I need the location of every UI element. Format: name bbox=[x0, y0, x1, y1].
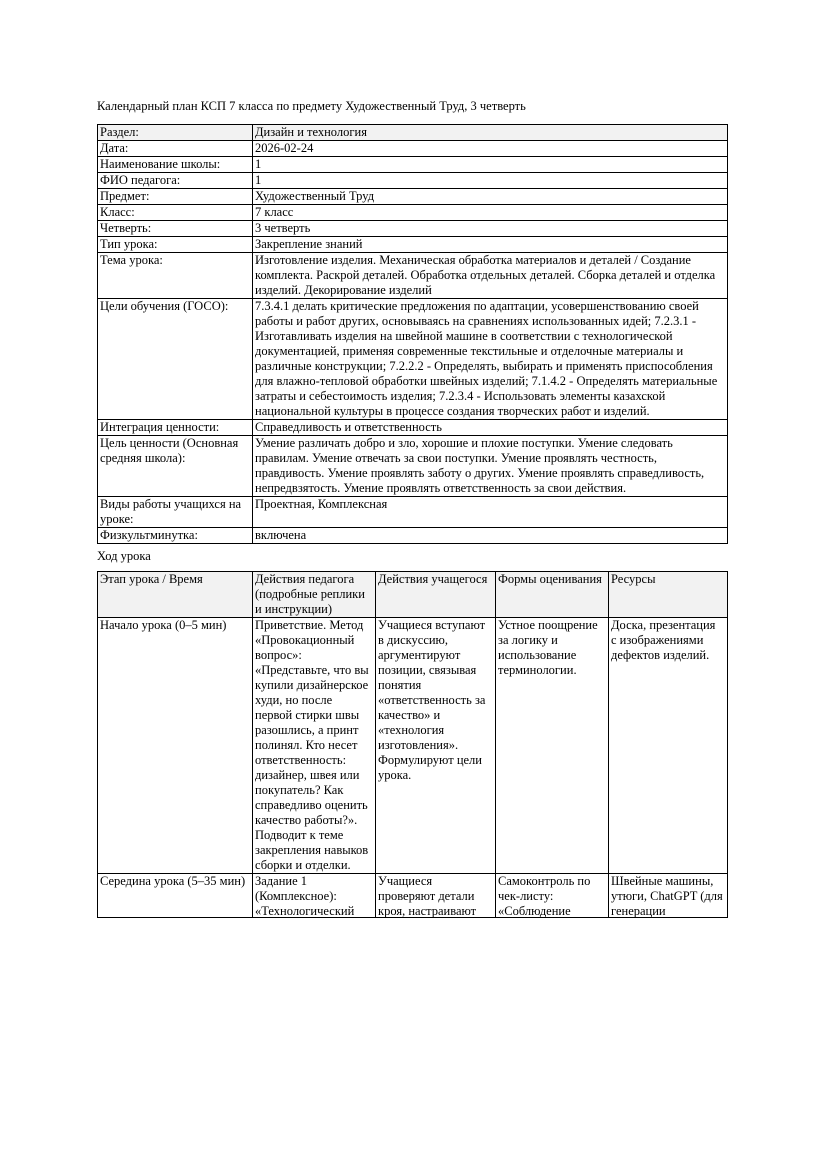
info-label: Тема урока: bbox=[98, 253, 253, 299]
assessment-cell bbox=[496, 874, 609, 918]
info-value: Закрепление знаний bbox=[253, 237, 728, 253]
info-label: ФИО педагога: bbox=[98, 173, 253, 189]
info-value: включена bbox=[253, 528, 728, 544]
resources-cell: Доска, презентация с изображениями дефектов изделий. bbox=[609, 618, 728, 874]
info-row-teacher-name bbox=[98, 173, 728, 189]
info-row-values-goal bbox=[98, 436, 728, 497]
info-label: Наименование школы: bbox=[98, 157, 253, 173]
info-value: 7 класс bbox=[253, 205, 728, 221]
info-label: Виды работы учащихся на уроке: bbox=[98, 497, 253, 528]
stage-cell: Начало урока (0–5 мин) bbox=[98, 618, 253, 874]
info-value: 1 bbox=[253, 173, 728, 189]
info-row-lesson-topic bbox=[98, 253, 728, 299]
info-row-quarter bbox=[98, 221, 728, 237]
header-resources: Ресурсы bbox=[609, 572, 728, 618]
student-actions-text: Учащиеся проверяют детали кроя, настраивают bbox=[378, 874, 477, 917]
info-value: Дизайн и технология bbox=[253, 125, 728, 141]
section-heading: Ход урока bbox=[97, 549, 151, 563]
info-value: 2026-02-24 bbox=[253, 141, 728, 157]
header-stage: Этап урока / Время bbox=[98, 572, 253, 618]
assessment-cell: Устное поощрение за логику и использование терминологии. bbox=[496, 618, 609, 874]
info-label: Тип урока: bbox=[98, 237, 253, 253]
info-row-work-types bbox=[98, 497, 728, 528]
info-label: Цели обучения (ГОСО): bbox=[98, 299, 253, 420]
info-row-subject bbox=[98, 189, 728, 205]
stage-text: Середина урока (5–35 мин) bbox=[100, 874, 246, 888]
header-student-actions: Действия учащегося bbox=[376, 572, 496, 618]
lesson-row-start bbox=[98, 618, 728, 874]
page-title: Календарный план КСП 7 класса по предмету Художественный Труд, 3 четверть bbox=[97, 99, 526, 113]
lesson-row-middle-truncated bbox=[98, 874, 728, 918]
student-actions-cell bbox=[376, 874, 496, 918]
info-row-class bbox=[98, 205, 728, 221]
stage-cell bbox=[98, 874, 253, 918]
info-value: Справедливость и ответственность bbox=[253, 420, 728, 436]
info-value: 3 четверть bbox=[253, 221, 728, 237]
info-value: Изготовление изделия. Механическая обработка материалов и деталей / Создание комплекта. Раскрой деталей. Обработка отдельных деталей. Сборка деталей и отделка изделий. Декорирование изделий bbox=[253, 253, 728, 299]
info-label: Цель ценности (Основная средняя школа): bbox=[98, 436, 253, 497]
info-label: Интеграция ценности: bbox=[98, 420, 253, 436]
document-page bbox=[97, 99, 727, 918]
resources-cell bbox=[609, 874, 728, 918]
info-row-phys-minute bbox=[98, 528, 728, 544]
info-row-school bbox=[98, 157, 728, 173]
info-value: Художественный Труд bbox=[253, 189, 728, 205]
info-label: Класс: bbox=[98, 205, 253, 221]
resources-text: Швейные машины, утюги, ChatGPT (для генерации bbox=[611, 874, 723, 917]
header-assessment-forms: Формы оценивания bbox=[496, 572, 609, 618]
info-row-razdel bbox=[98, 125, 728, 141]
info-value: Умение различать добро и зло, хорошие и плохие поступки. Умение следовать правилам. Умение отвечать за свои поступки. Умение проявлять честность, правдивость. Умение проявлять заботу о других. Умение проявлять справедливость, непредвзятость. Умение проявлять ответственность за свои действия. bbox=[253, 436, 728, 497]
info-label: Дата: bbox=[98, 141, 253, 157]
info-label: Предмет: bbox=[98, 189, 253, 205]
lesson-flow-table bbox=[97, 571, 728, 918]
info-row-lesson-type bbox=[98, 237, 728, 253]
info-value: 7.3.4.1 делать критические предложения по адаптации, усовершенствованию своей работы и работ других, основываясь на сравнениях использованных идей; 7.2.3.1 - Изготавливать изделия на швейной машине в соответствии с технологической документацией, применяя современные текстильные и отделочные материалы и различные конструкции; 7.2.2.2 - Определять, выбирать и применять приспособления для влажно-тепловой обработки швейных изделий; 7.1.4.2 - Определять материальные затраты и себестоимость изделия; 7.2.3.4 - Использовать элементы казахской национальной культуры в процессе создания творческих работ и изделий. bbox=[253, 299, 728, 420]
info-label: Физкультминутка: bbox=[98, 528, 253, 544]
assessment-text: Самоконтроль по чек-листу: «Соблюдение bbox=[498, 874, 591, 917]
lesson-table-header-row bbox=[98, 572, 728, 618]
info-value: Проектная, Комплексная bbox=[253, 497, 728, 528]
lesson-info-table bbox=[97, 124, 728, 544]
info-label: Четверть: bbox=[98, 221, 253, 237]
teacher-actions-cell bbox=[253, 874, 376, 918]
student-actions-cell: Учащиеся вступают в дискуссию, аргументируют позиции, связывая понятия «ответственность за качество» и «технология изготовления». Формулируют цели урока. bbox=[376, 618, 496, 874]
info-row-values-integration bbox=[98, 420, 728, 436]
header-teacher-actions: Действия педагога (подробные реплики и инструкции) bbox=[253, 572, 376, 618]
info-label: Раздел: bbox=[98, 125, 253, 141]
teacher-actions-cell: Приветствие. Метод «Провокационный вопрос»: «Представьте, что вы купили дизайнерское худи, но после первой стирки швы разошлись, а принт полинял. Кто несет ответственность: дизайнер, швея или покупатель? Как справедливо оценить качество работы?». Подводит к теме закрепления навыков сборки и отделки. bbox=[253, 618, 376, 874]
teacher-actions-text: Задание 1 (Комплексное): «Технологический bbox=[255, 874, 355, 917]
info-row-goals bbox=[98, 299, 728, 420]
info-row-data bbox=[98, 141, 728, 157]
info-value: 1 bbox=[253, 157, 728, 173]
